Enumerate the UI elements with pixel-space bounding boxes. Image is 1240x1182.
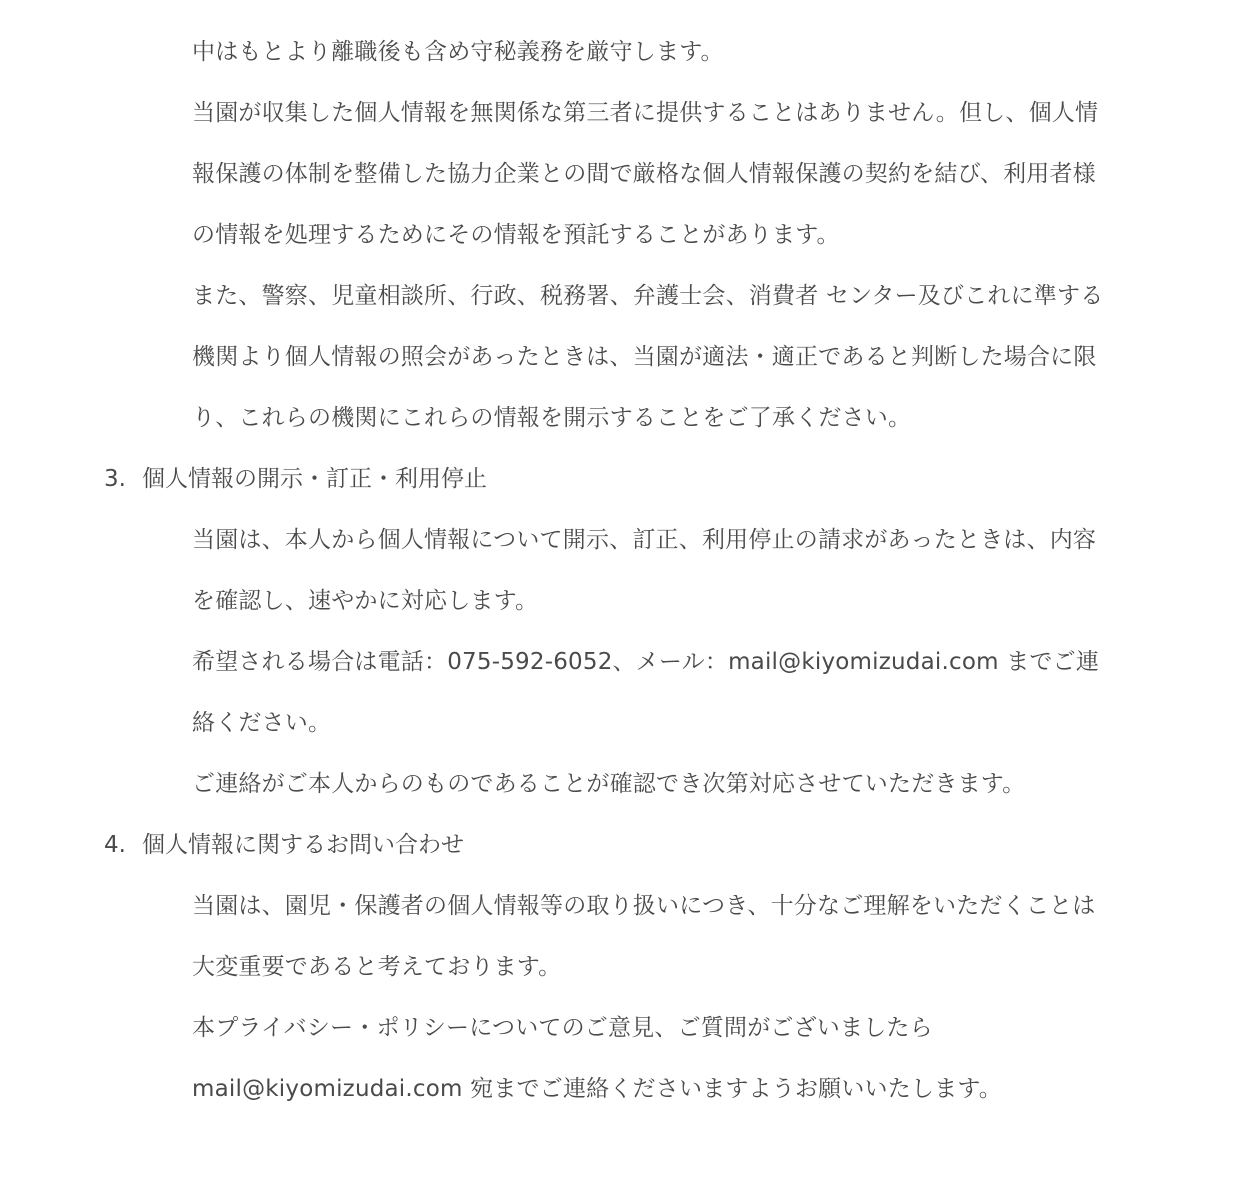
section3-paragraph-3: ご連絡がご本人からのものであることが確認でき次第対応させていただきます。: [192, 771, 1026, 797]
section3-heading: [104, 449, 1240, 510]
section3-title: 個人情報の開示・訂正・利用停止: [142, 466, 487, 492]
section4-paragraph-1: 当園は、園児・保護者の個人情報等の取り扱いにつき、十分なご理解をいただくことは大変重要であると考えております。: [192, 893, 1096, 980]
section2-paragraph-3: また、警察、児童相談所、行政、税務署、弁護士会、消費者 センター及びこれに準する機関より個人情報の照会があったときは、当園が適法・適正であると判断した場合に限り、これらの機関にこれらの情報を開示することをご了承ください。: [192, 283, 1104, 431]
section3-number: 3.: [104, 466, 126, 492]
section2-paragraph-1: 中はもとより離職後も含め守秘義務を厳守します。: [192, 39, 724, 65]
section4-title: 個人情報に関するお問い合わせ: [142, 832, 464, 858]
section4-paragraph-3: mail@kiyomizudai.com 宛までご連絡くださいますようお願いいたします。: [192, 1076, 1002, 1102]
section3-paragraph-1: 当園は、本人から個人情報について開示、訂正、利用停止の請求があったときは、内容を確認し、速やかに対応します。: [192, 527, 1097, 614]
section3-paragraph-2: 希望される場合は電話：075-592-6052、メール：mail@kiyomizudai.com までご連絡ください。: [192, 649, 1100, 736]
privacy-policy-content: [0, 22, 1240, 1120]
section2-paragraph-2: 当園が収集した個人情報を無関係な第三者に提供することはありません。但し、個人情報保護の体制を整備した協力企業との間で厳格な個人情報保護の契約を結び、利用者様の情報を処理するためにその情報を預託することがあります。: [192, 100, 1099, 248]
section4-paragraph-2: 本プライバシー・ポリシーについてのご意見、ご質問がございましたら: [192, 1015, 933, 1041]
section4-number: 4.: [104, 832, 126, 858]
section4-heading: [104, 815, 1240, 876]
